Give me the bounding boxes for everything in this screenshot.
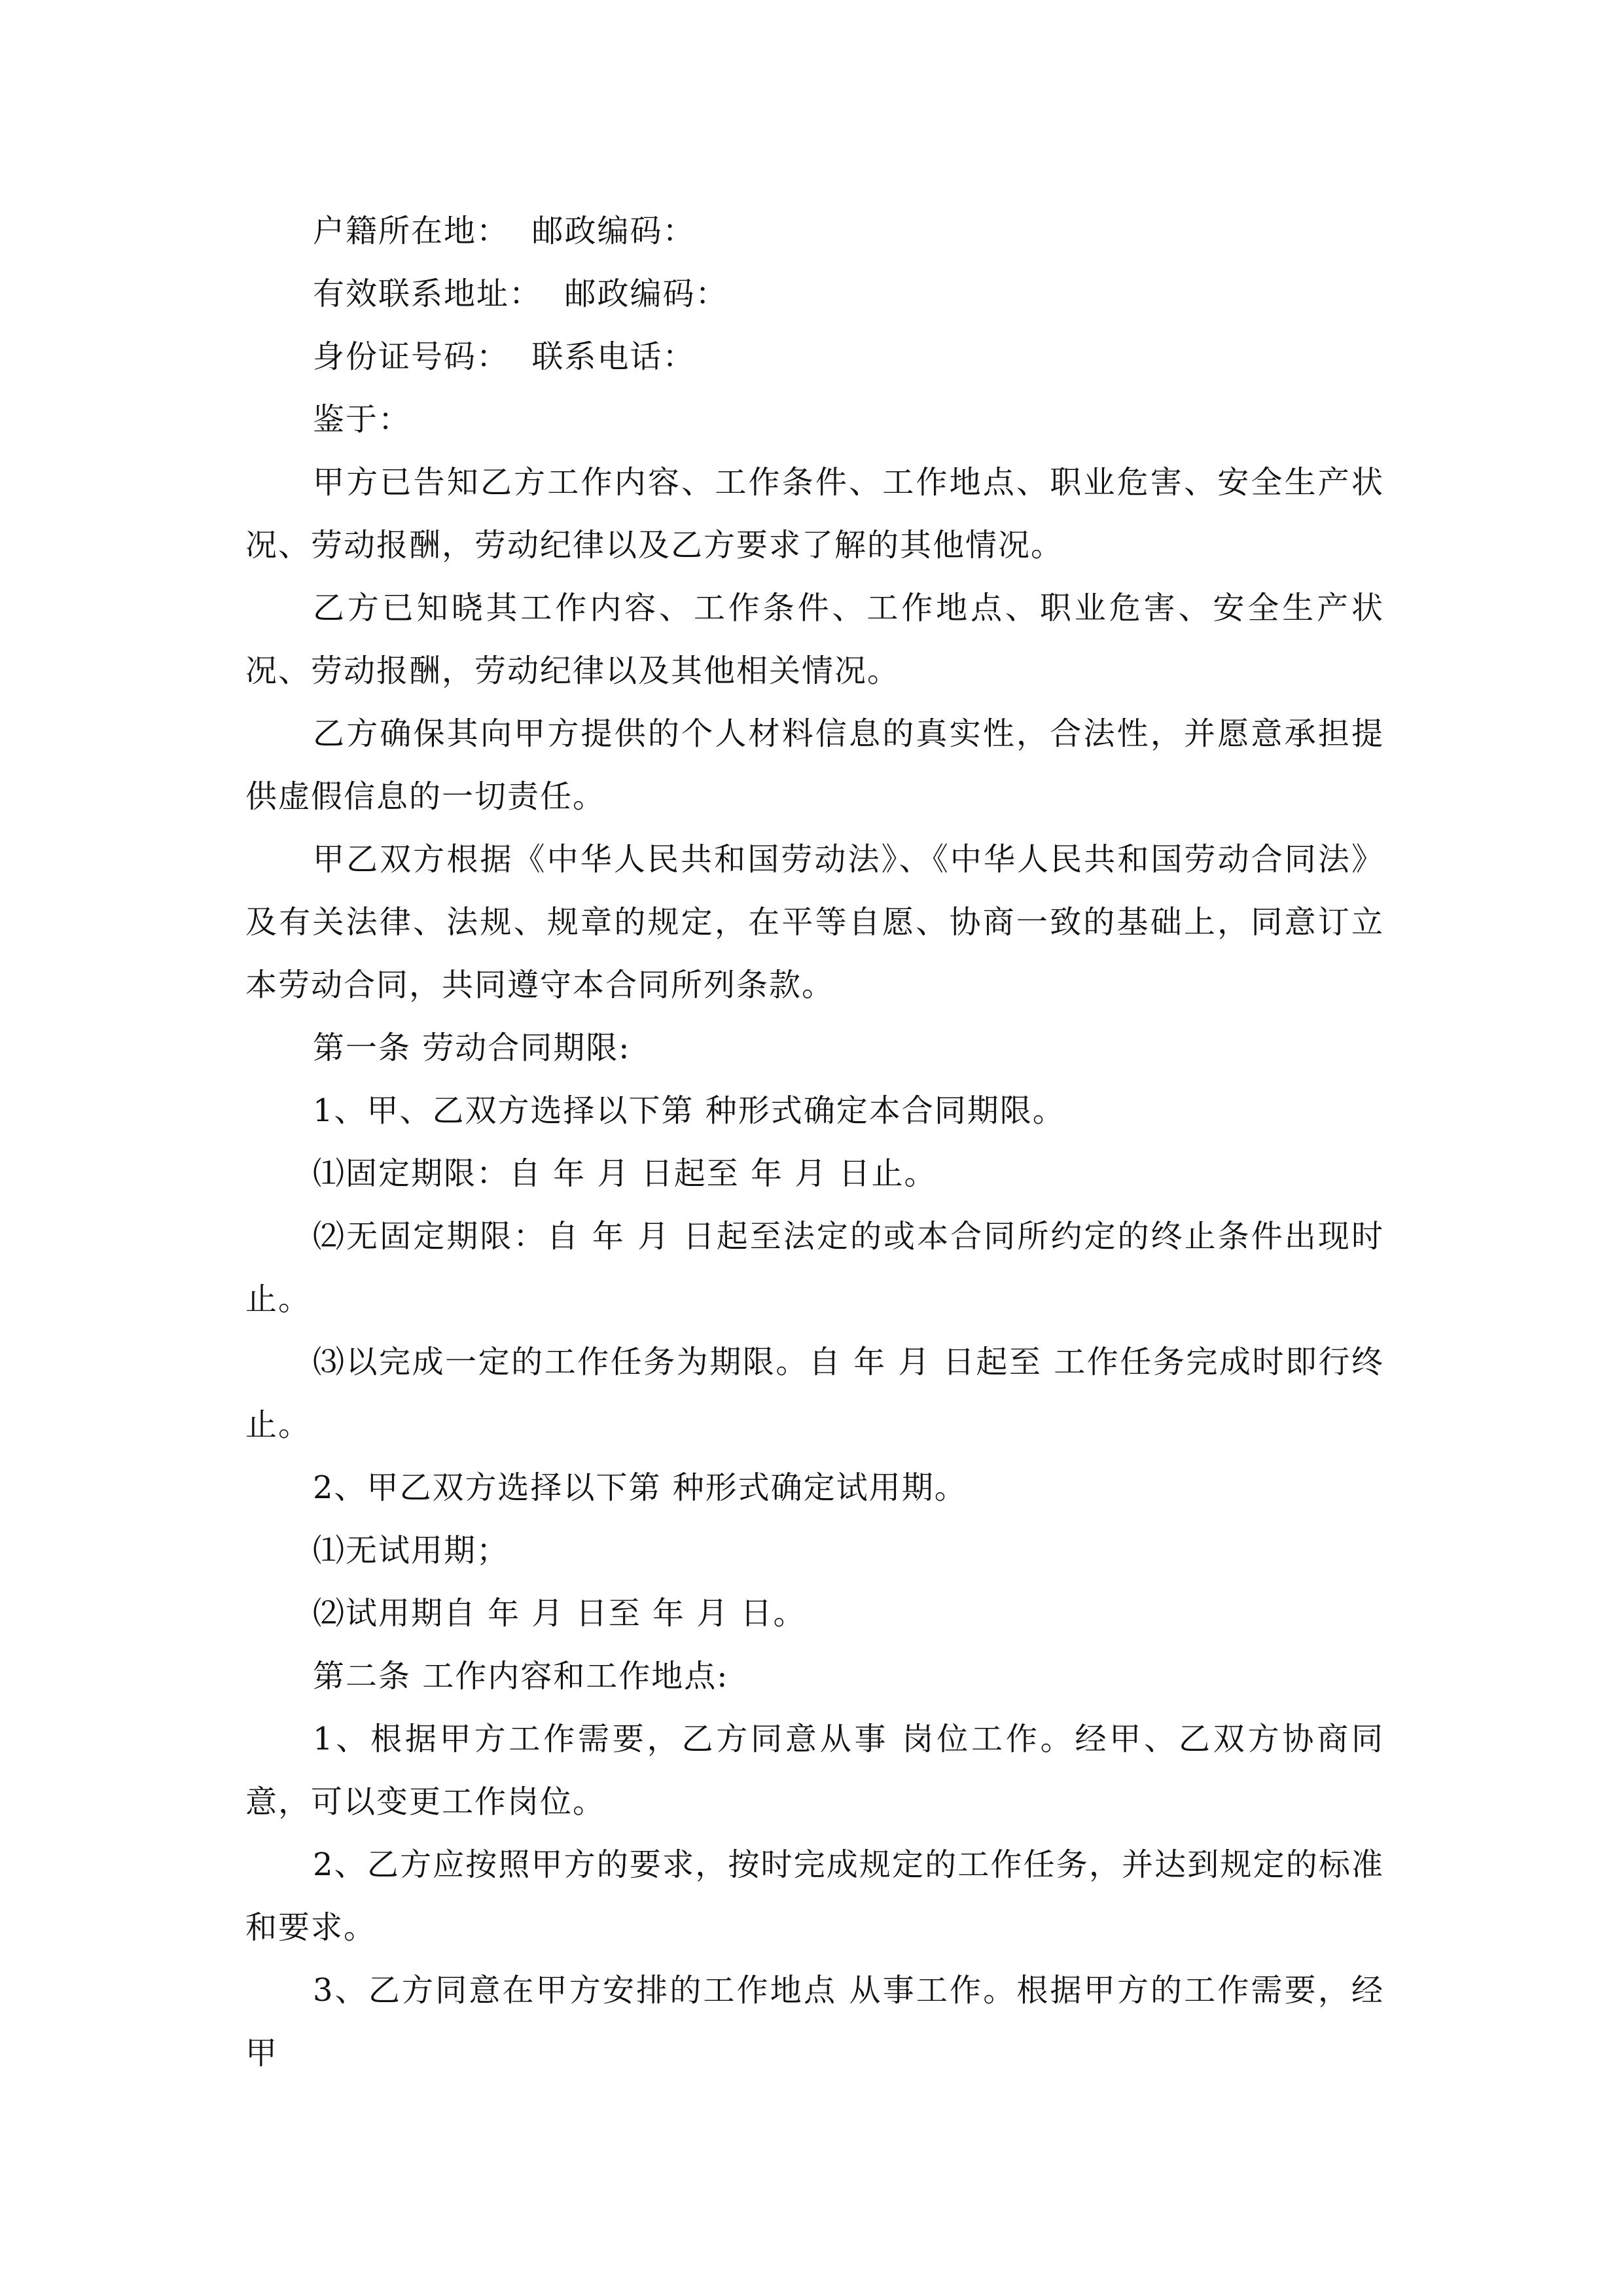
field-registered-address: 户籍所在地： 邮政编码： <box>313 213 696 249</box>
paragraph: 乙方已知晓其工作内容、工作条件、工作地点、职业危害、安全生产状况、劳动报酬，劳动纪律以及其他相关情况。 <box>245 590 1384 689</box>
article-heading: 第一条 劳动合同期限: <box>313 1030 631 1066</box>
field-id-number: 身份证号码： 联系电话： <box>313 338 696 375</box>
list-item: ⑴无试用期； <box>313 1532 510 1569</box>
paragraph: 甲乙双方根据《中华人民共和国劳动法》、《中华人民共和国劳动合同法》及有关法律、法规、规章的规定，在平等自愿、协商一致的基础上，同意订立本劳动合同，共同遵守本合同所列条款。 <box>245 841 1384 1003</box>
document-body <box>245 200 1384 2085</box>
list-item: ⑵试用期自 年 月 日至 年 月 日。 <box>313 1595 806 1632</box>
list-item: ⑶以完成一定的工作任务为期限。自 年 月 日起至 工作任务完成时即行终止。 <box>245 1344 1384 1443</box>
list-item: ⑴固定期限：自 年 月 日起至 年 月 日止。 <box>313 1155 937 1192</box>
whereas-heading: 鉴于： <box>313 401 412 438</box>
paragraph: 3、乙方同意在甲方安排的工作地点 从事工作。根据甲方的工作需要，经甲 <box>245 1972 1384 2072</box>
paragraph: 2、甲乙双方选择以下第 种形式确定试用期。 <box>313 1469 967 1506</box>
article-heading: 第二条 工作内容和工作地点: <box>313 1658 729 1695</box>
paragraph: 2、乙方应按照甲方的要求，按时完成规定的工作任务，并达到规定的标准和要求。 <box>245 1846 1384 1946</box>
paragraph: 甲方已告知乙方工作内容、工作条件、工作地点、职业危害、安全生产状况、劳动报酬，劳动纪律以及乙方要求了解的其他情况。 <box>245 464 1384 564</box>
list-item: ⑵无固定期限：自 年 月 日起至法定的或本合同所约定的终止条件出现时止。 <box>245 1218 1384 1318</box>
paragraph: 1、甲、乙双方选择以下第 种形式确定本合同期限。 <box>313 1092 1065 1129</box>
paragraph: 乙方确保其向甲方提供的个人材料信息的真实性，合法性，并愿意承担提供虚假信息的一切责任。 <box>245 715 1384 815</box>
paragraph: 1、根据甲方工作需要，乙方同意从事 岗位工作。经甲、乙双方协商同意，可以变更工作岗位。 <box>245 1721 1384 1820</box>
field-contact-address: 有效联系地址： 邮政编码： <box>313 276 728 312</box>
